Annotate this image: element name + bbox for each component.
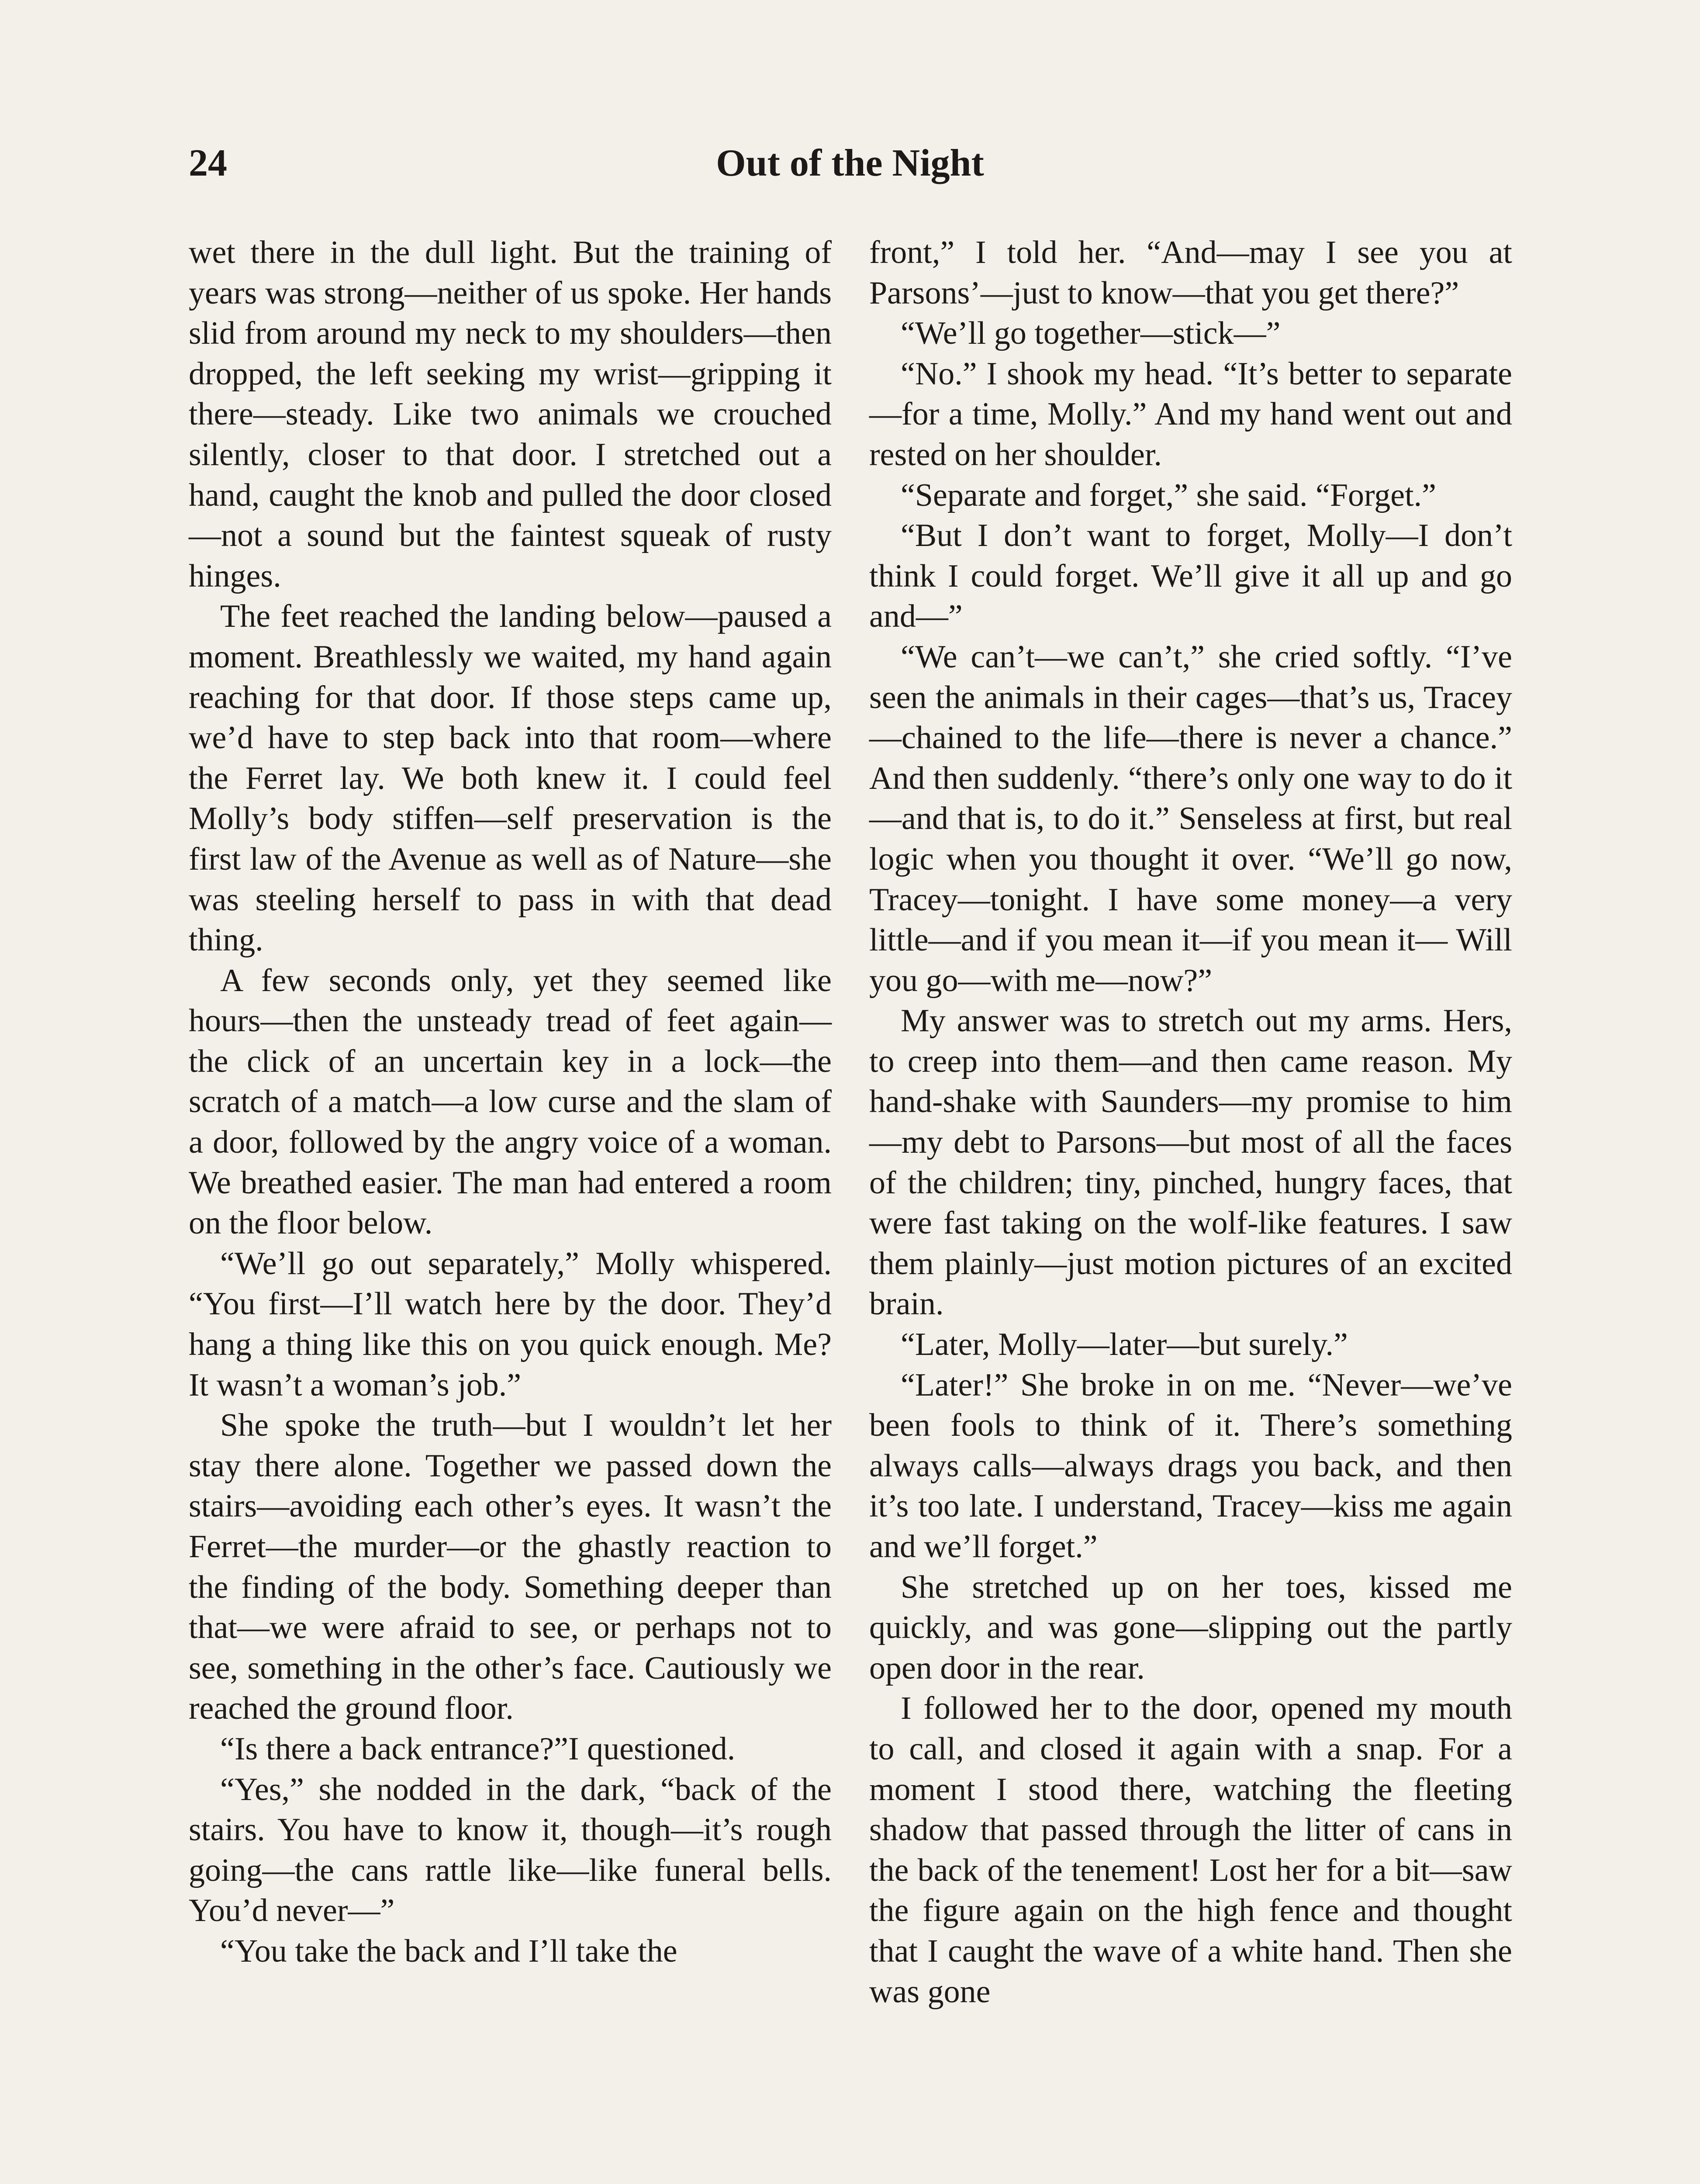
paragraph: “Yes,” she nodded in the dark, “back of the stairs. You have to know it, though—it’s rough going—the cans rattle like—like funeral bells. You’d never—” [189,1771,832,1929]
paragraph: wet there in the dull light. But the training of years was strong—neither of us spoke. Her hands slid from around my neck to my shoulders—then dropped, the left seeking my wrist—gripping it there—steady. Like two animals we crouched silently, closer to that door. I stretched out a hand, caught the knob and pulled the door closed—not a sound but the faintest squeak of rusty hinges. [189,235,832,594]
paragraph: “Later, Molly—later—but surely.” [901,1327,1348,1363]
paragraph: “But I don’t want to forget, Molly—I don’t think I could forget. We’ll give it all up and go and—” [869,518,1512,635]
paragraph: I followed her to the door, opened my mouth to call, and closed it again with a snap. For a moment I stood there, watching the fleeting shadow that passed through the litter of cans in the back of the tenement! Lost her for a bit—saw the figure again on the high fence and thought that I caught the wave of a white hand. Then she was gone [869,1690,1512,2010]
paragraph: front,” I told her. “And—may I see you at Parsons’—just to know—that you get there?” [869,235,1512,311]
paragraph: “Is there a back entrance?”I questioned. [220,1731,736,1767]
page-number: 24 [189,142,227,184]
paragraph: The feet reached the landing below—paused a moment. Breathlessly we waited, my hand again reaching for that door. If those steps came up, we’d have to step back into that room—where the Ferret lay. We both knew it. I could feel Molly’s body stiffen—self preservation is the first law of the Avenue as well as of Nature—she was steeling herself to pass in with that dead thing. [189,598,832,958]
paragraph: A few seconds only, yet they seemed like hours—then the unsteady tread of feet again—the click of an uncertain key in a lock—the scratch of a match—a low curse and the slam of a door, followed by the angry voice of a woman. We breathed easier. The man had entered a room on the floor below. [189,962,832,1241]
paragraph: “No.” I shook my head. “It’s better to separate—for a time, Molly.” And my hand went out and rested on her shoulder. [869,356,1512,473]
paragraph: “You take the back and I’ll take the [220,1933,677,1969]
right-text-column [869,232,1512,2012]
paragraph: My answer was to stretch out my arms. Hers, to creep into them—and then came reason. My hand-shake with Saunders—my promise to him—my debt to Parsons—but most of all the faces of the children; tiny, pinched, hungry faces, that were fast taking on the wolf-like features. I saw them plainly—just motion pictures of an excited brain. [869,1003,1512,1322]
running-title: Out of the Night [716,142,984,184]
paragraph: “We’ll go out separately,” Molly whispered. “You first—I’ll watch here by the door. They’d hang a thing like this on you quick enough. Me? It wasn’t a woman’s job.” [189,1245,832,1403]
left-text-column [189,232,832,1972]
paragraph: “Separate and forget,” she said. “Forget.” [901,477,1437,513]
paragraph: “Later!” She broke in on me. “Never—we’ve been fools to think of it. There’s something always calls—always drags you back, and then it’s too late. I understand, Tracey—kiss me again and we’ll forget.” [869,1367,1512,1565]
paragraph: She spoke the truth—but I wouldn’t let her stay there alone. Together we passed down the stairs—avoiding each other’s eyes. It wasn’t the Ferret—the murder—or the ghastly reaction to the finding of the body. Something deeper than that—we were afraid to see, or perhaps not to see, something in the other’s face. Cautiously we reached the ground floor. [189,1407,832,1727]
paragraph: She stretched up on her toes, kissed me quickly, and was gone—slipping out the partly open door in the rear. [869,1569,1512,1686]
paragraph: “We’ll go together—stick—” [901,315,1281,352]
paragraph: “We can’t—we can’t,” she cried softly. “I’ve seen the animals in their cages—that’s us, Tracey—chained to the life—there is never a chance.” And then suddenly. “there’s only one way to do it—and that is, to do it.” Senseless at first, but real logic when you thought it over. “We’ll go now, Tracey—tonight. I have some money—a very little—and if you mean it—if you mean it— Will you go—with me—now?” [869,639,1512,999]
